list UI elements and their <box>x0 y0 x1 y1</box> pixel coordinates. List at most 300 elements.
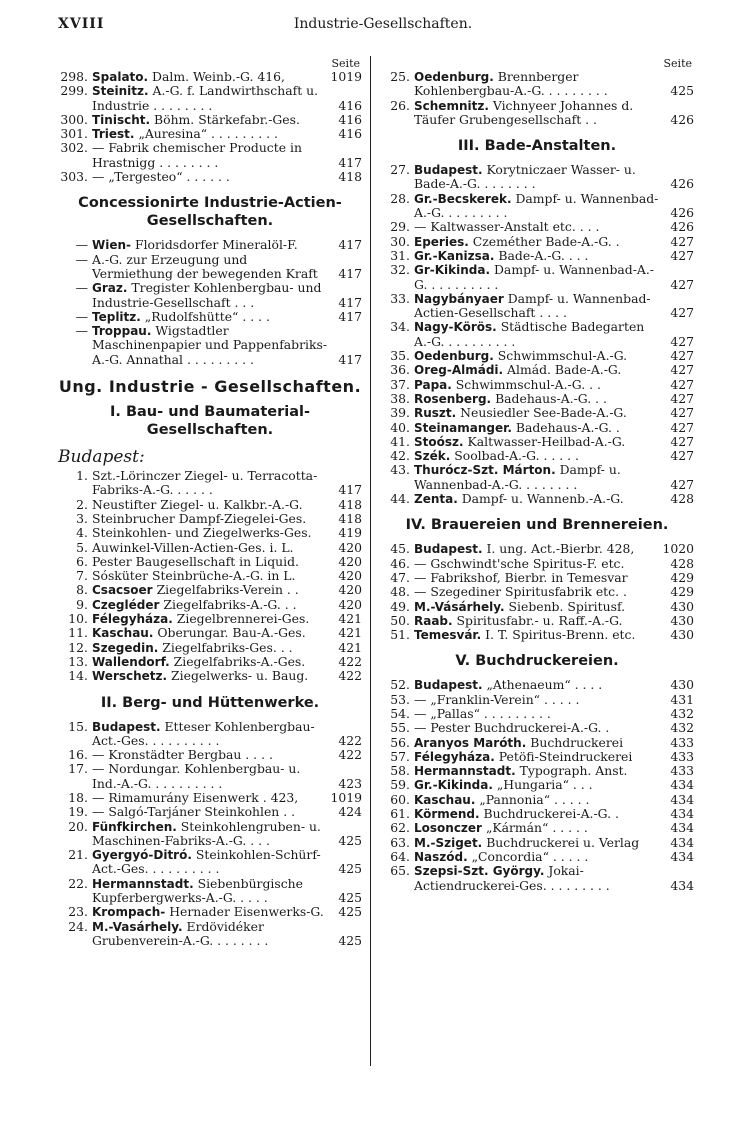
entry-number: 32. <box>390 262 410 278</box>
entry-page-number: 416 <box>338 111 362 127</box>
entry-page-number: 430 <box>670 598 694 614</box>
entry-page-number: 425 <box>338 861 362 877</box>
entry-place-name: Zenta. <box>414 492 458 507</box>
entry-description: Brennberger Kohlenbergbau-A.-G. . . . . . . . . <box>414 69 608 99</box>
entry-page-number: 425 <box>670 83 694 99</box>
entry-place-name: Hermannstadt. <box>92 876 194 891</box>
entry-description: I. T. Spiritus-Brenn. etc. <box>485 627 636 643</box>
entry-description: Neustifter Ziegel- u. Kalkbr.-A.-G. <box>92 496 303 512</box>
index-entry <box>380 585 694 599</box>
entry-page-number: 1020 <box>662 541 694 557</box>
entry-page-number: 427 <box>670 448 694 464</box>
index-entry <box>58 669 362 683</box>
entry-page-number: 427 <box>670 405 694 421</box>
entry-number: — <box>75 280 88 296</box>
entry-description: Schwimmschul-A.-G. . . <box>455 376 601 392</box>
entry-description: Badehaus-A.-G. . <box>515 419 620 435</box>
index-entry <box>380 406 694 420</box>
entry-description: Auwinkel-Villen-Actien-Ges. i. L. <box>92 539 294 555</box>
index-entry <box>58 253 362 282</box>
entry-number: 56. <box>390 734 410 750</box>
entry-description: — Kaltwasser-Anstalt etc. . . . <box>414 219 600 235</box>
entry-page-number: 417 <box>338 308 362 324</box>
index-entry <box>58 583 362 597</box>
entry-number: 299. <box>60 83 88 99</box>
entry-number: 3. <box>76 510 88 526</box>
entry-place-name: Eperies. <box>414 234 469 249</box>
entry-page-number: 421 <box>338 625 362 641</box>
index-entry <box>58 626 362 640</box>
entry-description: Steinkohlen-Schürf-Act.-Ges. . . . . . . . . . <box>92 847 321 877</box>
entry-description: Schwimmschul-A.-G. <box>497 348 628 364</box>
entry-number: 6. <box>76 553 88 569</box>
entry-description: — Nordungar. Kohlenbergbau- u. Ind.-A.-G. . . . . . . . . . <box>92 761 301 791</box>
entry-place-name: Gr.-Kanizsa. <box>414 248 495 263</box>
entry-description: Wigstadtler Maschinenpapier und Pappenfabriks-A.-G. Annathal . . . . . . . . . <box>92 323 328 367</box>
entry-description: — Fabrik chemischer Producte in Hrastnigg . . . . . . . . <box>92 140 302 170</box>
entry-place-name: Ruszt. <box>414 406 457 421</box>
index-entry <box>58 469 362 498</box>
page-header <box>58 16 708 38</box>
section-heading-buch: V. Buchdruckereien. <box>455 653 619 670</box>
entry-description: Ziegelfabriks-Ges. . . <box>162 639 293 655</box>
entry-description: „Athenaeum“ . . . . <box>486 677 603 693</box>
entry-number: 35. <box>390 348 410 364</box>
entry-page-number: 433 <box>670 734 694 750</box>
entry-list <box>380 163 694 506</box>
entry-page-number: 427 <box>670 433 694 449</box>
entry-place-name: Oedenburg. <box>414 349 494 364</box>
entry-page-number: 434 <box>670 834 694 850</box>
entry-number: 33. <box>390 290 410 306</box>
entry-place-name: Teplitz. <box>92 309 141 324</box>
entry-number: 4. <box>76 525 88 541</box>
entry-number: 9. <box>76 596 88 612</box>
entry-number: 61. <box>390 806 410 822</box>
entry-description: „Rudolfshütte“ . . . . <box>144 308 270 324</box>
entry-description: Jokai-Actiendruckerei-Ges. . . . . . . . . <box>414 863 610 893</box>
entry-description: Buchdruckerei-A.-G. . <box>483 806 619 822</box>
entry-number: 42. <box>390 448 410 464</box>
section-heading-concessionirte: Concessionirte Industrie-Actien-Gesellschaften. <box>78 195 342 230</box>
entry-place-name: Troppau. <box>92 324 152 339</box>
entry-description: Vichnyeer Johannes d. Täufer Grubengesellschaft . . <box>414 97 634 127</box>
entry-page-number: 434 <box>670 777 694 793</box>
entry-description: Dampf- u. Wannenbad-A.-G. . . . . . . . . . <box>414 262 654 292</box>
entry-page-number: 417 <box>338 237 362 253</box>
entry-page-number: 420 <box>338 539 362 555</box>
entry-page-number: 429 <box>670 584 694 600</box>
entry-number: 24. <box>68 918 88 934</box>
index-entry <box>380 192 694 221</box>
index-entry <box>380 378 694 392</box>
entry-place-name: Félegyháza. <box>92 612 173 627</box>
entry-place-name: Körmend. <box>414 807 480 822</box>
entry-description: Almád. Bade-A.-G. <box>507 362 622 378</box>
entry-place-name: Budapest. <box>92 719 161 734</box>
entry-page-number: 430 <box>670 612 694 628</box>
entry-description: Ziegelbrennerei-Ges. <box>176 611 310 627</box>
entry-description: Neusiedler See-Bade-A.-G. <box>460 405 627 421</box>
entry-place-name: Kaschau. <box>92 626 154 641</box>
index-entry <box>380 363 694 377</box>
entry-description: Soolbad-A.-G. . . . . . <box>454 448 579 464</box>
entry-number: 7. <box>76 568 88 584</box>
entry-page-number: 427 <box>670 247 694 263</box>
index-entry <box>380 721 694 735</box>
entry-list <box>58 238 362 367</box>
entry-list <box>58 70 362 184</box>
entry-place-name: Gr-Kikinda. <box>414 263 491 278</box>
entry-number: — <box>75 308 88 324</box>
entry-number: 8. <box>76 582 88 598</box>
entry-description: A.-G. zur Erzeugung und Vermiethung der bewegenden Kraft <box>92 251 318 281</box>
entry-list <box>380 678 694 892</box>
entry-number: 47. <box>390 569 410 585</box>
entry-number: 45. <box>390 541 410 557</box>
entry-description: Tregister Kohlenbergbau- und Industrie-Gesellschaft . . . <box>92 280 322 310</box>
entry-description: Spiritusfabr.- u. Raff.-A.-G. <box>456 612 623 628</box>
entry-description: „Hungaria“ . . . <box>496 777 593 793</box>
index-entry <box>58 905 362 919</box>
entry-number: 1. <box>76 468 88 484</box>
index-entry <box>380 778 694 792</box>
index-entry <box>380 864 694 893</box>
entry-place-name: Wien- <box>92 238 132 253</box>
entry-place-name: Budapest. <box>414 678 483 693</box>
entry-page-number: 422 <box>338 747 362 763</box>
entry-number: 48. <box>390 584 410 600</box>
entry-number: 29. <box>390 219 410 235</box>
entry-page-number: 418 <box>338 510 362 526</box>
index-entry <box>380 571 694 585</box>
index-entry <box>380 707 694 721</box>
entry-list <box>380 542 694 642</box>
entry-place-name: Fünfkirchen. <box>92 819 177 834</box>
entry-page-number: 429 <box>670 569 694 585</box>
entry-page-number: 427 <box>670 233 694 249</box>
main-heading-ung-industrie: Ung. Industrie - Gesellschaften. <box>58 377 362 397</box>
section-heading-brau: IV. Brauereien und Brennereien. <box>405 517 669 534</box>
index-entry <box>58 848 362 877</box>
entry-place-name: Naszód. <box>414 849 468 864</box>
entry-number: 14. <box>68 668 88 684</box>
entry-description: Städtische Badegarten A.-G. . . . . . . . . . <box>414 319 645 349</box>
entry-number: 62. <box>390 820 410 836</box>
entry-place-name: Triest. <box>92 127 135 142</box>
entry-number: 21. <box>68 847 88 863</box>
entry-number: 44. <box>390 491 410 507</box>
entry-description: Petöfi-Steindruckerei <box>498 748 633 764</box>
seite-label: Seite <box>331 57 360 70</box>
entry-number: 41. <box>390 433 410 449</box>
entry-page-number: 430 <box>670 677 694 693</box>
index-entry <box>58 310 362 324</box>
entry-page-number: 425 <box>338 904 362 920</box>
entry-page-number: 420 <box>338 553 362 569</box>
entry-place-name: Félegyháza. <box>414 749 495 764</box>
index-entry <box>58 541 362 555</box>
entry-page-number: 431 <box>670 691 694 707</box>
index-entry <box>58 170 362 184</box>
entry-place-name: Spalato. <box>92 70 149 84</box>
entry-page-number: 427 <box>670 333 694 349</box>
entry-place-name: Gyergyó-Ditró. <box>92 848 192 863</box>
entry-page-number: 434 <box>670 820 694 836</box>
entry-number: 5. <box>76 539 88 555</box>
index-entry <box>380 736 694 750</box>
entry-page-number: 425 <box>338 832 362 848</box>
index-entry <box>380 850 694 864</box>
index-entry <box>380 807 694 821</box>
index-entry <box>58 127 362 141</box>
entry-place-name: Kaschau. <box>414 792 476 807</box>
entry-number: 26. <box>390 97 410 113</box>
index-entry <box>58 569 362 583</box>
entry-number: 27. <box>390 162 410 178</box>
entry-description: Badehaus-A.-G. . . <box>495 390 607 406</box>
entry-number: 300. <box>60 111 88 127</box>
index-entry <box>58 555 362 569</box>
index-entry <box>380 628 694 642</box>
entry-place-name: Papa. <box>414 377 452 392</box>
entry-number: 10. <box>68 611 88 627</box>
entry-page-number: 426 <box>670 205 694 221</box>
entry-number: 34. <box>390 319 410 335</box>
index-entry <box>58 762 362 791</box>
entry-number: 30. <box>390 233 410 249</box>
entry-description: — „Tergesteo“ . . . . . . <box>92 169 230 185</box>
index-entry <box>380 600 694 614</box>
index-entry <box>380 693 694 707</box>
entry-page-number: 424 <box>338 804 362 820</box>
entry-page-number: 420 <box>338 582 362 598</box>
page-number: XVIII <box>58 16 105 32</box>
entry-description: Steinkohlengruben- u. Maschinen-Fabriks-A.-G. . . . <box>92 818 321 848</box>
entry-page-number: 420 <box>338 568 362 584</box>
index-entry <box>380 542 694 556</box>
section-heading-bau: I. Bau- und Baumaterial-Gesellschaften. <box>110 404 310 439</box>
entry-number: 60. <box>390 791 410 807</box>
entry-description: — „Franklin-Verein“ . . . . . <box>414 691 580 707</box>
entry-description: A.-G. f. Landwirthschaft u. Industrie . . . . . . . . <box>92 83 319 113</box>
index-entry <box>380 392 694 406</box>
entry-number: 50. <box>390 612 410 628</box>
index-entry <box>380 292 694 321</box>
entry-description: Szt.-Lörinczer Ziegel- u. Terracotta-Fabriks-A.-G. . . . . . <box>92 468 318 498</box>
city-heading: Budapest: <box>58 447 145 468</box>
entry-place-name: M.-Sziget. <box>414 835 483 850</box>
entry-place-name: Tinischt. <box>92 112 151 127</box>
entry-page-number: 434 <box>670 877 694 893</box>
entry-page-number: 427 <box>670 348 694 364</box>
entry-number: 65. <box>390 863 410 879</box>
entry-description: Etteser Kohlenbergbau-Act.-Ges. . . . . . . . . . <box>92 718 315 748</box>
entry-number: 31. <box>390 247 410 263</box>
entry-description: Ziegelfabriks-A.-Ges. <box>173 653 306 669</box>
index-entry <box>58 612 362 626</box>
index-entry <box>58 791 362 805</box>
entry-page-number: 428 <box>670 555 694 571</box>
index-entry <box>58 720 362 749</box>
entry-page-number: 427 <box>670 376 694 392</box>
entry-description: Erdövidéker Grubenverein-A.-G. . . . . . . . <box>92 918 269 948</box>
entry-description: Buchdruckerei <box>530 734 624 750</box>
index-entry <box>58 238 362 252</box>
entry-number: 11. <box>68 625 88 641</box>
seite-label: Seite <box>663 57 692 70</box>
entry-place-name: Thurócz-Szt. Márton. <box>414 463 556 478</box>
index-entry <box>58 805 362 819</box>
entry-place-name: Wallendorf. <box>92 654 170 669</box>
entry-place-name: Raab. <box>414 613 453 628</box>
entry-description: Ziegelfabriks-A.-G. . . <box>163 596 297 612</box>
entry-page-number: 422 <box>338 732 362 748</box>
entry-description: Floridsdorfer Mineralöl-F. <box>134 237 298 253</box>
index-entry <box>380 821 694 835</box>
entry-page-number: 427 <box>670 276 694 292</box>
entry-number: 46. <box>390 555 410 571</box>
entry-page-number: 1019 <box>330 69 362 84</box>
index-entry <box>380 836 694 850</box>
entry-page-number: 420 <box>338 596 362 612</box>
entry-page-number: 433 <box>670 748 694 764</box>
index-entry <box>58 920 362 949</box>
entry-page-number: 434 <box>670 791 694 807</box>
index-entry <box>380 764 694 778</box>
entry-place-name: Budapest. <box>414 163 483 178</box>
entry-page-number: 428 <box>670 491 694 507</box>
entry-page-number: 418 <box>338 496 362 512</box>
column-divider <box>370 56 371 1066</box>
index-entry <box>58 84 362 113</box>
entry-description: Korytniczaer Wasser- u. Bade-A.-G. . . . . . . . <box>414 162 636 192</box>
entry-place-name: Rosenberg. <box>414 391 492 406</box>
index-entry <box>380 463 694 492</box>
entry-number: — <box>75 237 88 253</box>
entry-place-name: Oedenburg. <box>414 70 494 84</box>
entry-list <box>58 720 362 949</box>
entry-page-number: 422 <box>338 668 362 684</box>
entry-place-name: Csacsoer <box>92 583 153 598</box>
entry-page-number: 417 <box>338 154 362 170</box>
entry-place-name: M.-Vásárhely. <box>414 599 505 614</box>
entry-number: 59. <box>390 777 410 793</box>
index-entry <box>380 263 694 292</box>
entry-description: — Szegediner Spiritusfabrik etc. . <box>414 584 627 600</box>
entry-description: — Salgó-Tarjáner Steinkohlen . . <box>92 804 296 820</box>
entry-description: „Pannonia“ . . . . . <box>479 791 590 807</box>
entry-number: 20. <box>68 818 88 834</box>
index-entry <box>380 249 694 263</box>
entry-number: 53. <box>390 691 410 707</box>
index-entry <box>380 793 694 807</box>
entry-number: 16. <box>68 747 88 763</box>
index-entry <box>380 349 694 363</box>
entry-page-number: 418 <box>338 169 362 185</box>
entry-page-number: 417 <box>338 482 362 498</box>
entry-description: Bade-A.-G. . . . <box>498 247 589 263</box>
index-entry <box>380 750 694 764</box>
index-entry <box>58 141 362 170</box>
entry-place-name: Schemnitz. <box>414 98 489 113</box>
entry-description: Dalm. Weinb.-G. 416, <box>152 69 285 84</box>
entry-page-number: 419 <box>338 525 362 541</box>
entry-place-name: Temesvár. <box>414 628 482 643</box>
entry-place-name: Werschetz. <box>92 669 168 684</box>
entry-page-number: 416 <box>338 97 362 113</box>
entry-number: 36. <box>390 362 410 378</box>
entry-number: 301. <box>60 126 88 142</box>
entry-number: 303. <box>60 169 88 185</box>
entry-number: 57. <box>390 748 410 764</box>
entry-place-name: Nagy-Körös. <box>414 320 497 335</box>
entry-place-name: Stoósz. <box>414 434 464 449</box>
index-entry <box>58 820 362 849</box>
entry-description: Dampf- u. Wannenbad-A.-G. . . . . . . . <box>414 462 621 492</box>
index-entry <box>380 421 694 435</box>
entry-page-number: 416 <box>338 126 362 142</box>
entry-description: Sósküter Steinbrüche-A.-G. in L. <box>92 568 296 584</box>
entry-place-name: Graz. <box>92 281 128 296</box>
entry-description: Ziegelfabriks-Verein . . <box>156 582 299 598</box>
entry-place-name: M.-Vasárhely. <box>92 919 183 934</box>
entry-page-number: 432 <box>670 720 694 736</box>
index-entry <box>380 70 694 99</box>
entry-page-number: 433 <box>670 763 694 779</box>
index-entry <box>380 435 694 449</box>
entry-description: Siebenbürgische Kupferbergwerks-A.-G. . . . . <box>92 875 303 906</box>
entry-place-name: Czegléder <box>92 597 160 612</box>
entry-page-number: 423 <box>338 775 362 791</box>
entry-page-number: 421 <box>338 639 362 655</box>
entry-page-number: 417 <box>338 294 362 310</box>
entry-page-number: 417 <box>338 265 362 281</box>
entry-description: Böhm. Stärkefabr.-Ges. <box>154 111 300 127</box>
entry-description: Buchdruckerei u. Verlag <box>486 834 640 850</box>
entry-description: — Kronstädter Bergbau . . . . <box>92 747 273 763</box>
entry-page-number: 422 <box>338 653 362 669</box>
entry-number: 38. <box>390 390 410 406</box>
index-entry <box>58 324 362 367</box>
entry-place-name: Steinitz. <box>92 84 149 99</box>
index-entry <box>380 220 694 234</box>
entry-place-name: Aranyos Maróth. <box>414 735 527 750</box>
index-entry <box>58 877 362 906</box>
entry-place-name: Steinamanger. <box>414 420 512 435</box>
entry-place-name: Szepsi-Szt. György. <box>414 864 545 879</box>
entry-list <box>380 70 694 127</box>
entry-description: „Kármán“ . . . . . <box>485 820 588 836</box>
entry-description: Kaltwasser-Heilbad-A.-G. <box>467 433 626 449</box>
entry-page-number: 434 <box>670 848 694 864</box>
entry-page-number: 427 <box>670 419 694 435</box>
entry-number: 2. <box>76 496 88 512</box>
index-entry <box>58 281 362 310</box>
entry-description: — Pester Buchdruckerei-A.-G. . <box>414 720 610 736</box>
entry-number: 54. <box>390 705 410 721</box>
entry-description: Typograph. Anst. <box>519 763 628 779</box>
index-entry <box>58 526 362 540</box>
entry-description: Hernader Eisenwerks-G. <box>169 904 324 920</box>
entry-page-number: 432 <box>670 705 694 721</box>
entry-place-name: Budapest. <box>414 542 483 557</box>
entry-description: Dampf- u. Wannenb.-A.-G. <box>461 491 624 507</box>
entry-description: Steinbrucher Dampf-Ziegelei-Ges. <box>92 510 307 526</box>
index-entry <box>58 113 362 127</box>
entry-page-number: 421 <box>338 611 362 627</box>
index-entry <box>58 748 362 762</box>
